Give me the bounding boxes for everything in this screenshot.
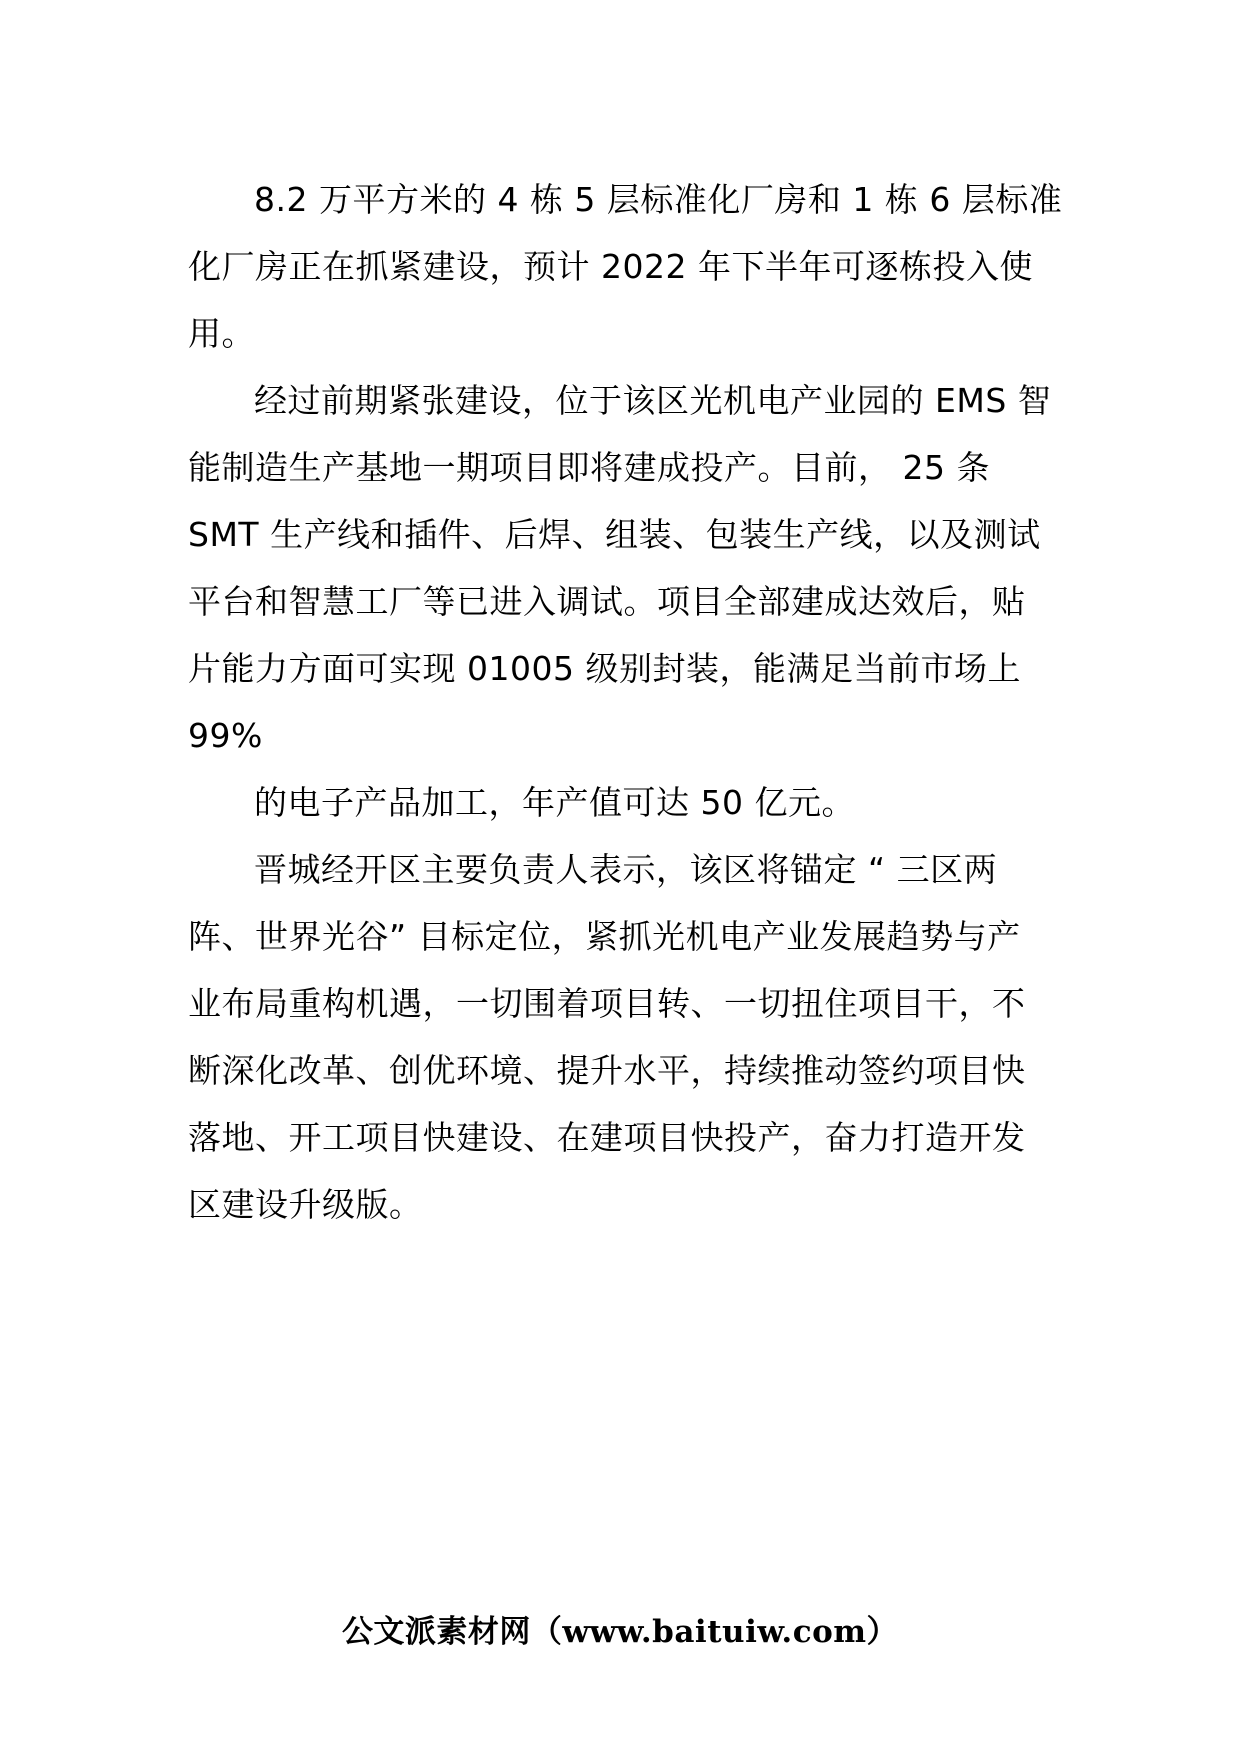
text-line: 断深化改革、创优环境、提升水平，持续推动签约项目快 — [188, 1051, 1026, 1090]
text-line: 能制造生产基地一期项目即将建成投产。目前， 25 条 — [188, 448, 990, 487]
text-line: 晋城经开区主要负责人表示，该区将锚定 “ 三区两 — [254, 850, 998, 889]
document-body — [188, 166, 1063, 1238]
paragraph-2 — [188, 367, 1056, 769]
text-line: 落地、开工项目快建设、在建项目快投产，奋力打造开发 — [188, 1118, 1026, 1157]
text-line: 的电子产品加工，年产值可达 50 亿元。 — [254, 783, 855, 822]
text-line: 平台和智慧工厂等已进入调试。项目全部建成达效后，贴 — [188, 582, 1026, 621]
text-line: 经过前期紧张建设，位于该区光机电产业园的 EMS 智 — [254, 381, 1052, 420]
paragraph-4 — [188, 836, 1056, 1238]
paragraph-1 — [188, 166, 1063, 367]
text-line: SMT 生产线和插件、后焊、组装、包装生产线，以及测试 — [188, 515, 1041, 554]
paragraph-3 — [188, 769, 1056, 836]
text-line: 片能力方面可实现 01005 级别封装，能满足当前市场上 — [188, 649, 1021, 688]
text-line: 业布局重构机遇，一切围着项目转、一切扭住项目干，不 — [188, 984, 1026, 1023]
text-line: 区建设升级版。 — [188, 1185, 423, 1224]
footer-source-note: 公文派素材网（www.baituiw.com） — [341, 1614, 899, 1650]
text-line: 99% — [188, 716, 263, 755]
text-line: 8.2 万平方米的 4 栋 5 层标准化厂房和 1 栋 6 层标准 — [254, 180, 1063, 219]
text-line: 阵、世界光谷” 目标定位，紧抓光机电产业发展趋势与产 — [188, 917, 1021, 956]
text-line: 化厂房正在抓紧建设，预计 2022 年下半年可逐栋投入使 — [188, 247, 1033, 286]
text-line: 用。 — [188, 314, 255, 353]
